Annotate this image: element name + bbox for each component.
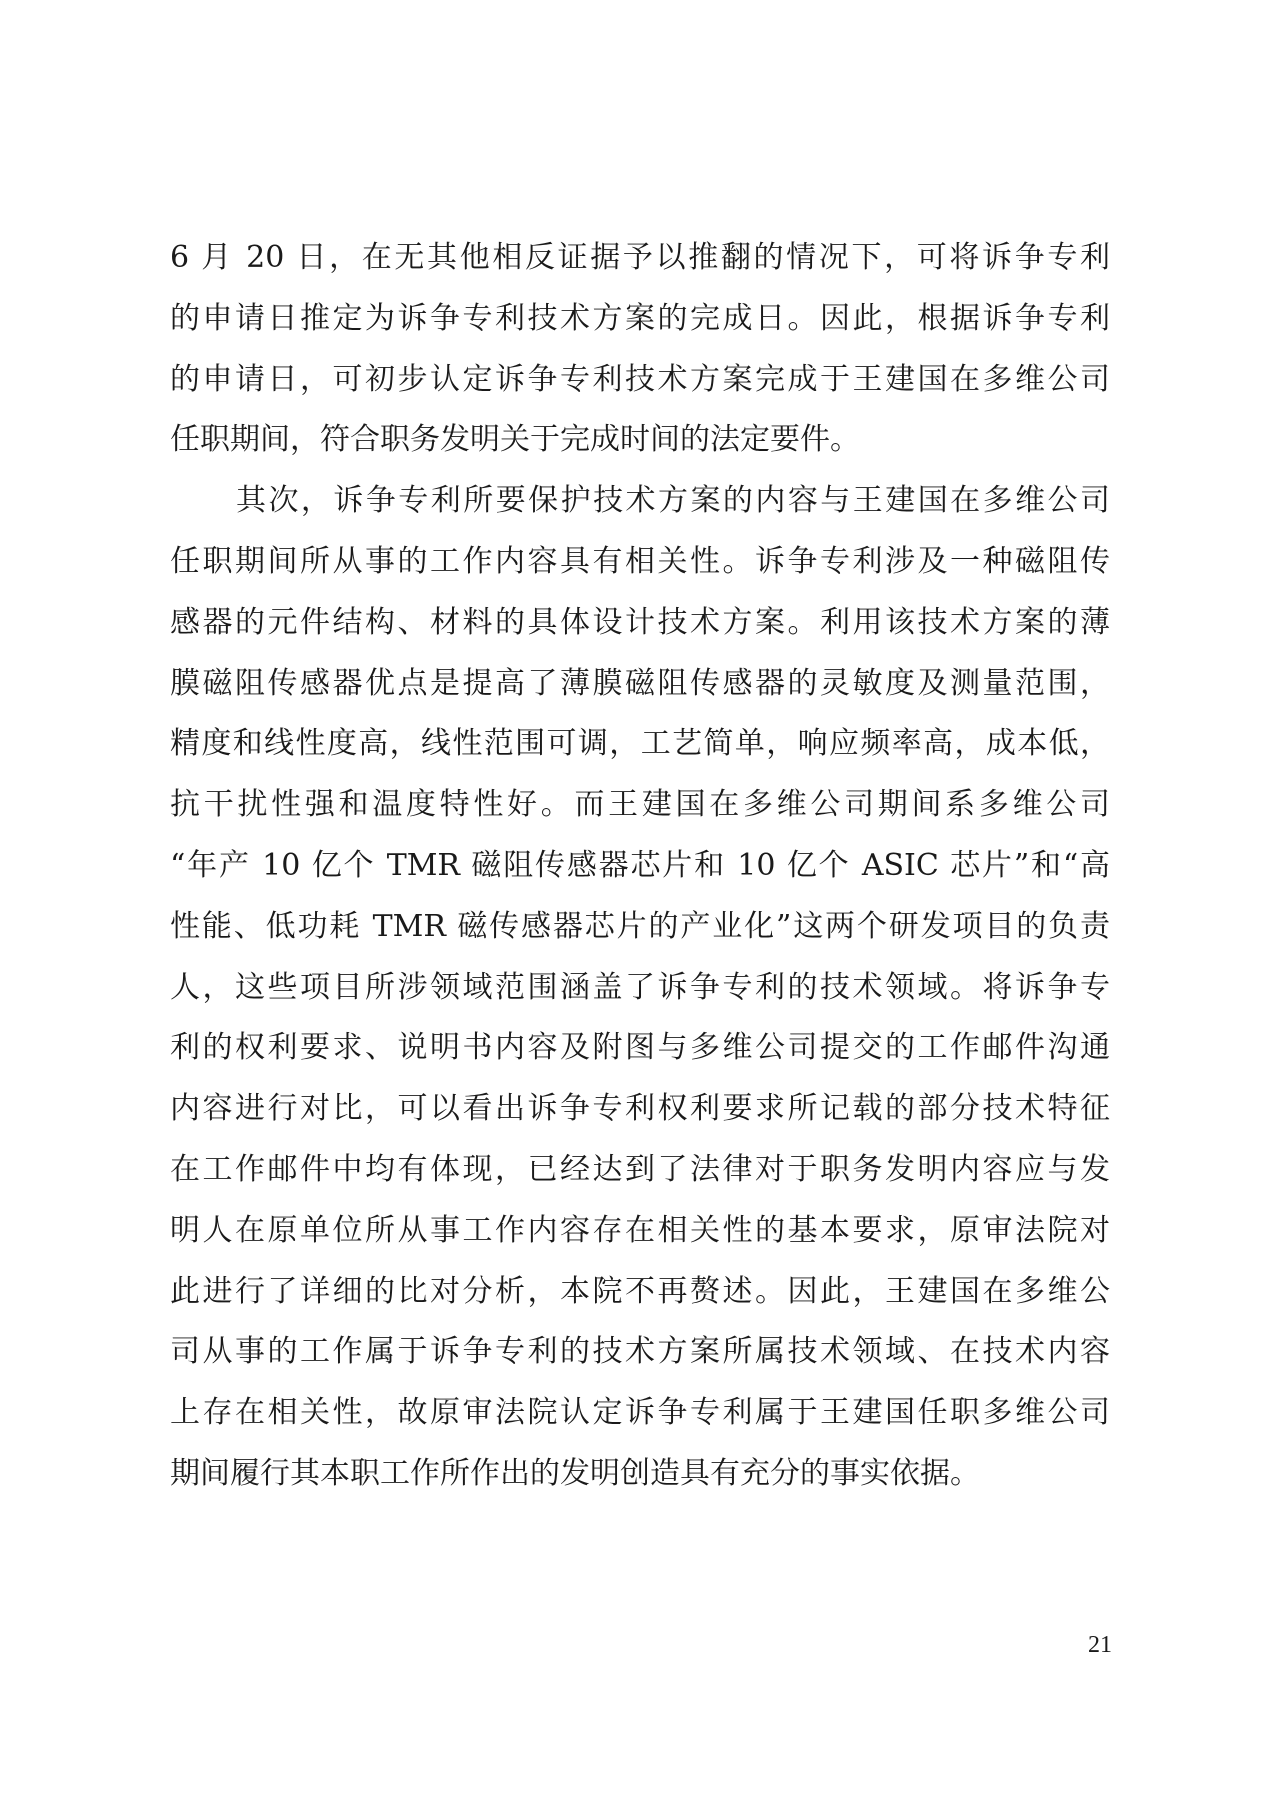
paragraph-2-line-17: 期间履行其本职工作所作出的发明创造具有充分的事实依据。 — [170, 1455, 980, 1491]
paragraph-2-line-4: 膜磁阻传感器优点是提高了薄膜磁阻传感器的灵敏度及测量范围， — [170, 665, 1110, 701]
paragraph-2-line-8: 性能、低功耗 TMR 磁传感器芯片的产业化”这两个研发项目的负责 — [170, 908, 1110, 944]
paragraph-1-line-2: 的申请日推定为诉争专利技术方案的完成日。因此，根据诉争专利 — [170, 300, 1110, 336]
body-text — [170, 228, 1110, 1505]
paragraph-1-line-3: 的申请日，可初步认定诉争专利技术方案完成于王建国在多维公司 — [170, 361, 1110, 397]
paragraph-2-line-2: 任职期间所从事的工作内容具有相关性。诉争专利涉及一种磁阻传 — [170, 543, 1110, 579]
paragraph-2-line-9: 人，这些项目所涉领域范围涵盖了诉争专利的技术领域。将诉争专 — [170, 969, 1110, 1005]
paragraph-2-line-16: 上存在相关性，故原审法院认定诉争专利属于王建国任职多维公司 — [170, 1395, 1110, 1431]
paragraph-2-line-6: 抗干扰性强和温度特性好。而王建国在多维公司期间系多维公司 — [170, 787, 1110, 823]
paragraph-2-line-5: 精度和线性度高，线性范围可调，工艺简单，响应频率高，成本低， — [170, 726, 1110, 762]
paragraph-2-line-13: 明人在原单位所从事工作内容存在相关性的基本要求，原审法院对 — [170, 1212, 1110, 1248]
paragraph-1-line-4: 任职期间，符合职务发明关于完成时间的法定要件。 — [170, 422, 860, 458]
page-number: 21 — [1088, 1632, 1112, 1658]
paragraph-2-line-14: 此进行了详细的比对分析，本院不再赘述。因此，王建国在多维公 — [170, 1273, 1110, 1309]
paragraph-2-line-7: “年产 10 亿个 TMR 磁阻传感器芯片和 10 亿个 ASIC 芯片”和“高 — [170, 847, 1110, 883]
paragraph-2-line-3: 感器的元件结构、材料的具体设计技术方案。利用该技术方案的薄 — [170, 604, 1110, 640]
paragraph-1-line-1: 6 月 20 日，在无其他相反证据予以推翻的情况下，可将诉争专利 — [170, 240, 1110, 275]
paragraph-2-line-11: 内容进行对比，可以看出诉争专利权利要求所记载的部分技术特征 — [170, 1091, 1110, 1127]
paragraph-2-line-12: 在工作邮件中均有体现，已经达到了法律对于职务发明内容应与发 — [170, 1151, 1110, 1187]
paragraph-2-line-1: 其次，诉争专利所要保护技术方案的内容与王建国在多维公司 — [236, 483, 1110, 519]
paragraph-2-line-15: 司从事的工作属于诉争专利的技术方案所属技术领域、在技术内容 — [170, 1334, 1110, 1370]
paragraph-2-line-10: 利的权利要求、说明书内容及附图与多维公司提交的工作邮件沟通 — [170, 1030, 1110, 1066]
